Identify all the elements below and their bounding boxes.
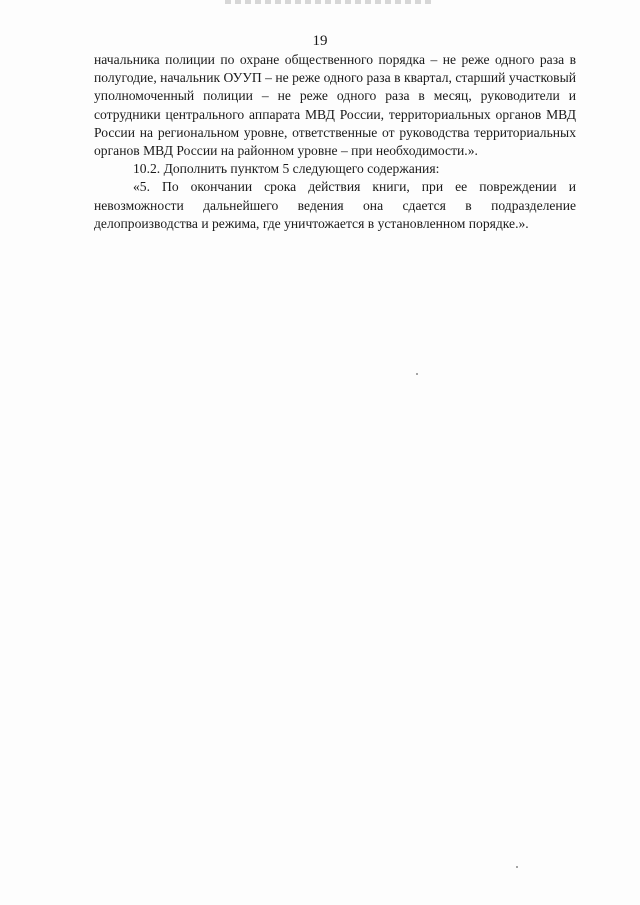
paragraph-amendment-text: «5. По окончании срока действия книги, при ее повреждении и невозможности дальнейшего ведения она сдается в подразделение делопроизводства и режима, где уничтожается в установленном порядке.». (94, 179, 576, 231)
document-body (94, 51, 576, 233)
paragraph-continuation: начальника полиции по охране общественного порядка – не реже одного раза в полугодие, начальник ОУУП – не реже одного раза в квартал, старший участковый уполномоченный полиции – не реже одного раза в месяц, руководители и сотрудники центрального аппарата МВД России, территориальных органов МВД России на региональном уровне, ответственные от руководства территориальных органов МВД России на районном уровне – при необходимости.». (94, 52, 576, 159)
page-number: 19 (312, 33, 328, 49)
scan-speck (516, 866, 518, 868)
scan-artifact (225, 0, 435, 4)
scan-speck (416, 373, 418, 375)
paragraph-amendment-heading: 10.2. Дополнить пунктом 5 следующего содержания: (133, 161, 440, 177)
